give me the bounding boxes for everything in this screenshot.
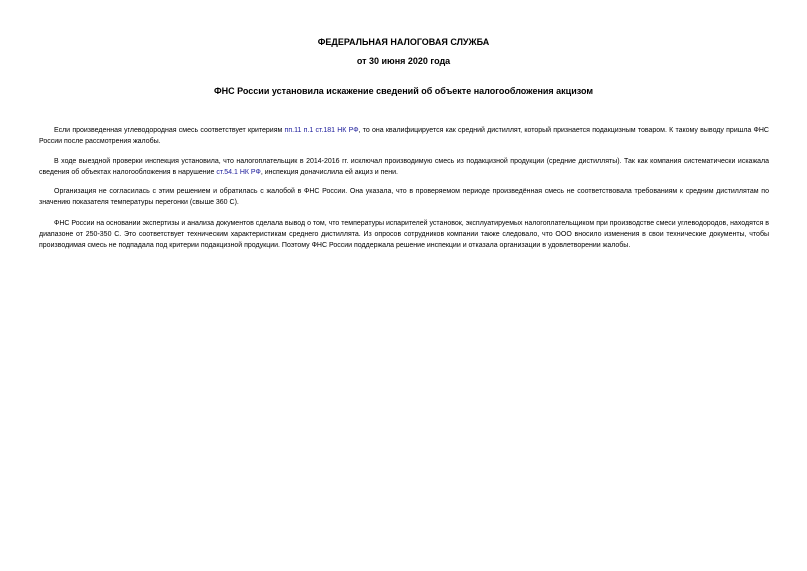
paragraph-2-text-after: , инспекция доначислила ей акциз и пени. xyxy=(260,169,398,176)
law-link-pp11-p1-st181[interactable]: пп.11 п.1 ст.181 НК РФ xyxy=(284,127,359,134)
paragraph-1 xyxy=(39,125,769,147)
law-link-st54-1[interactable]: ст.54.1 НК РФ xyxy=(216,169,261,176)
document-title: ФНС России установила искажение сведений об объекте налогообложения акцизом xyxy=(213,86,594,96)
paragraph-3: Организация не согласилась с этим решением и обратилась с жалобой в ФНС России. Она указала, что в проверяемом периоде произведённая смесь не соответствовала требованиям к средним дистиллятам по значению показателя температуры перегонки (свыше 360 С). xyxy=(39,188,769,206)
paragraph-1-text-after: , то она квалифицируется как средний дистиллят, который признается подакцизным товаром. К такому выводу пришла ФНС России после рассмотрения жалобы. xyxy=(39,127,769,145)
paragraph-1-text-before: Если произведенная углеводородная смесь соответствует критериям xyxy=(54,127,285,134)
paragraph-4: ФНС России на основании экспертизы и анализа документов сделала вывод о том, что температуры испарителей установок, эксплуатируемых налогоплательщиком при производстве смеси углеводородов, находятся в диапазоне от 250-350 С. Это соответствует техническим характеристикам среднего дистиллята. Из опросов сотрудников компании также следовало, что ООО вносило изменения в свои технические документы, чтобы производимая смесь не подпадала под критерии подакцизной продукции. Поэтому ФНС России поддержала решение инспекции и отказала организации в удовлетворении жалобы. xyxy=(39,220,769,249)
organization-name: ФЕДЕРАЛЬНАЯ НАЛОГОВАЯ СЛУЖБА xyxy=(317,37,490,47)
paragraph-2 xyxy=(39,156,769,178)
paragraph-2-text-before: В ходе выездной проверки инспекция установила, что налогоплательщик в 2014-2016 гг. исключал производимую смесь из подакцизной продукции (средние дистилляты). Так как компания систематически искажала сведения об объектах налогообложения в нарушение xyxy=(39,158,769,176)
document-date: от 30 июня 2020 года xyxy=(356,56,451,66)
